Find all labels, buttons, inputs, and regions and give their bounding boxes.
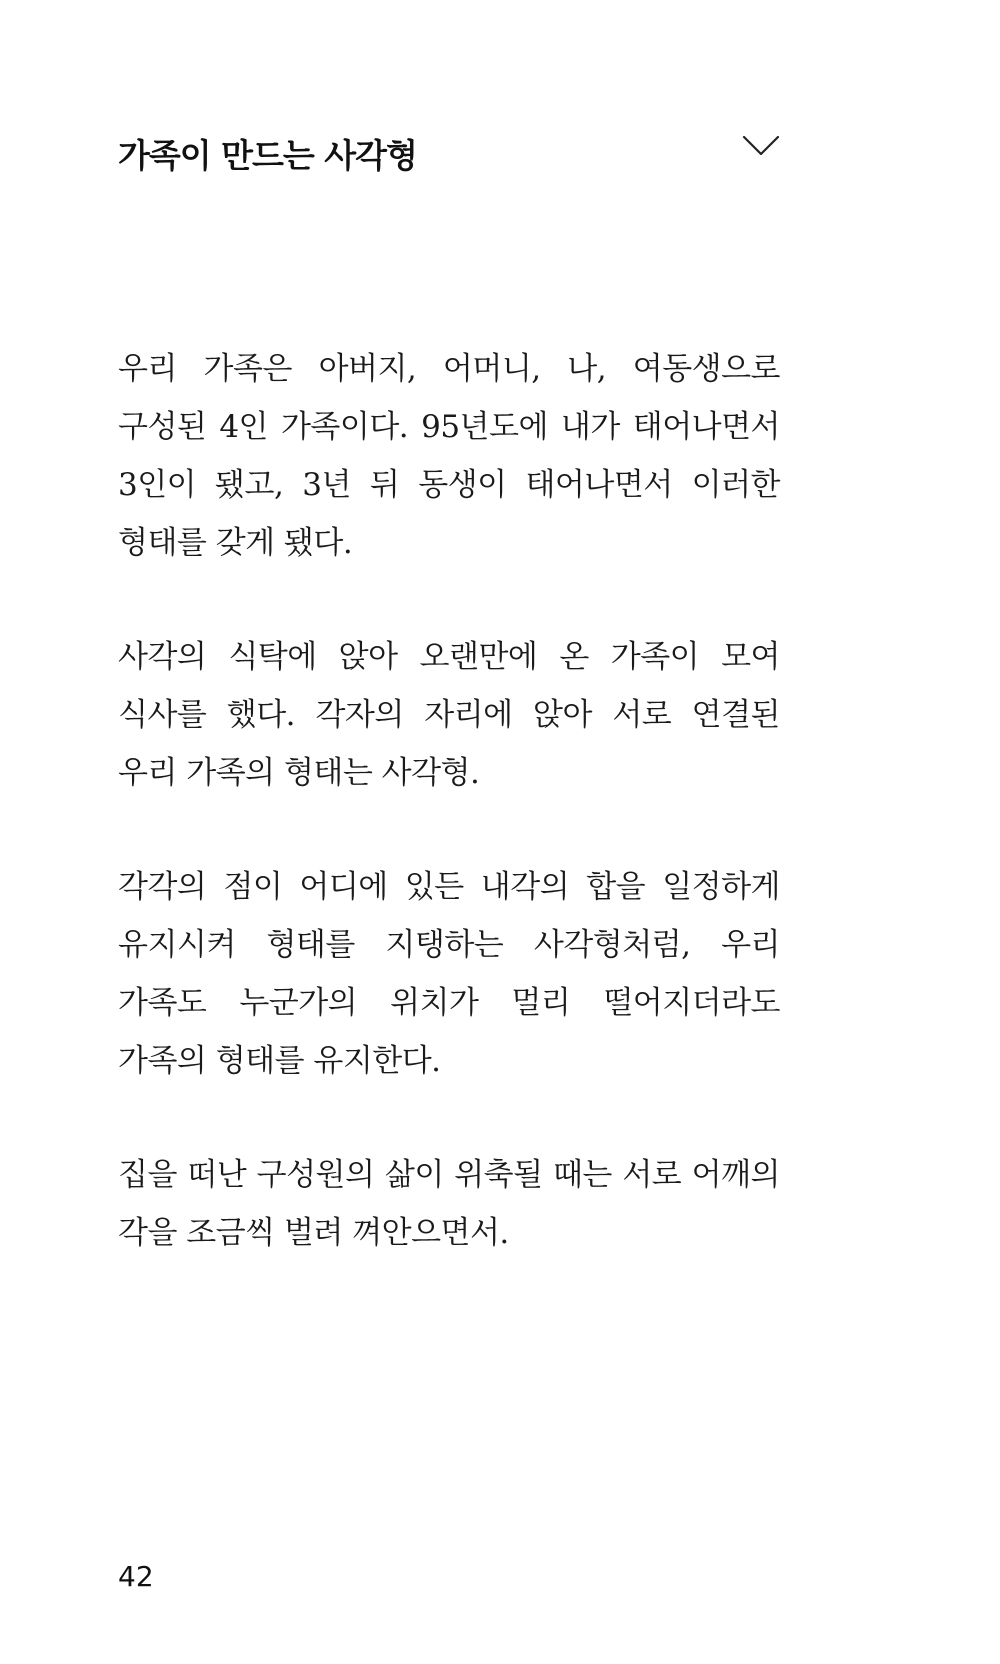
page-number: 42 bbox=[118, 1560, 154, 1593]
chapter-header bbox=[118, 126, 780, 186]
chevron-down-icon[interactable] bbox=[742, 134, 780, 158]
paragraph-4: 집을 떠난 구성원의 삶이 위축될 때는 서로 어깨의 각을 조금씩 벌려 껴안으면서. bbox=[118, 1157, 780, 1251]
chapter-body bbox=[118, 340, 780, 1318]
chapter-title: 가족이 만드는 사각형 bbox=[118, 136, 417, 175]
paragraph-1: 우리 가족은 아버지, 어머니, 나, 여동생으로 구성된 4인 가족이다. 95년도에 내가 태어나면서 3인이 됐고, 3년 뒤 동생이 태어나면서 이러한 형태를 갖게 됐다. bbox=[118, 351, 780, 561]
paragraph-3: 각각의 점이 어디에 있든 내각의 합을 일정하게 유지시켜 형태를 지탱하는 사각형처럼, 우리 가족도 누군가의 위치가 멀리 떨어지더라도 가족의 형태를 유지한다. bbox=[118, 869, 780, 1079]
paragraph-2: 사각의 식탁에 앉아 오랜만에 온 가족이 모여 식사를 했다. 각자의 자리에 앉아 서로 연결된 우리 가족의 형태는 사각형. bbox=[118, 639, 780, 791]
